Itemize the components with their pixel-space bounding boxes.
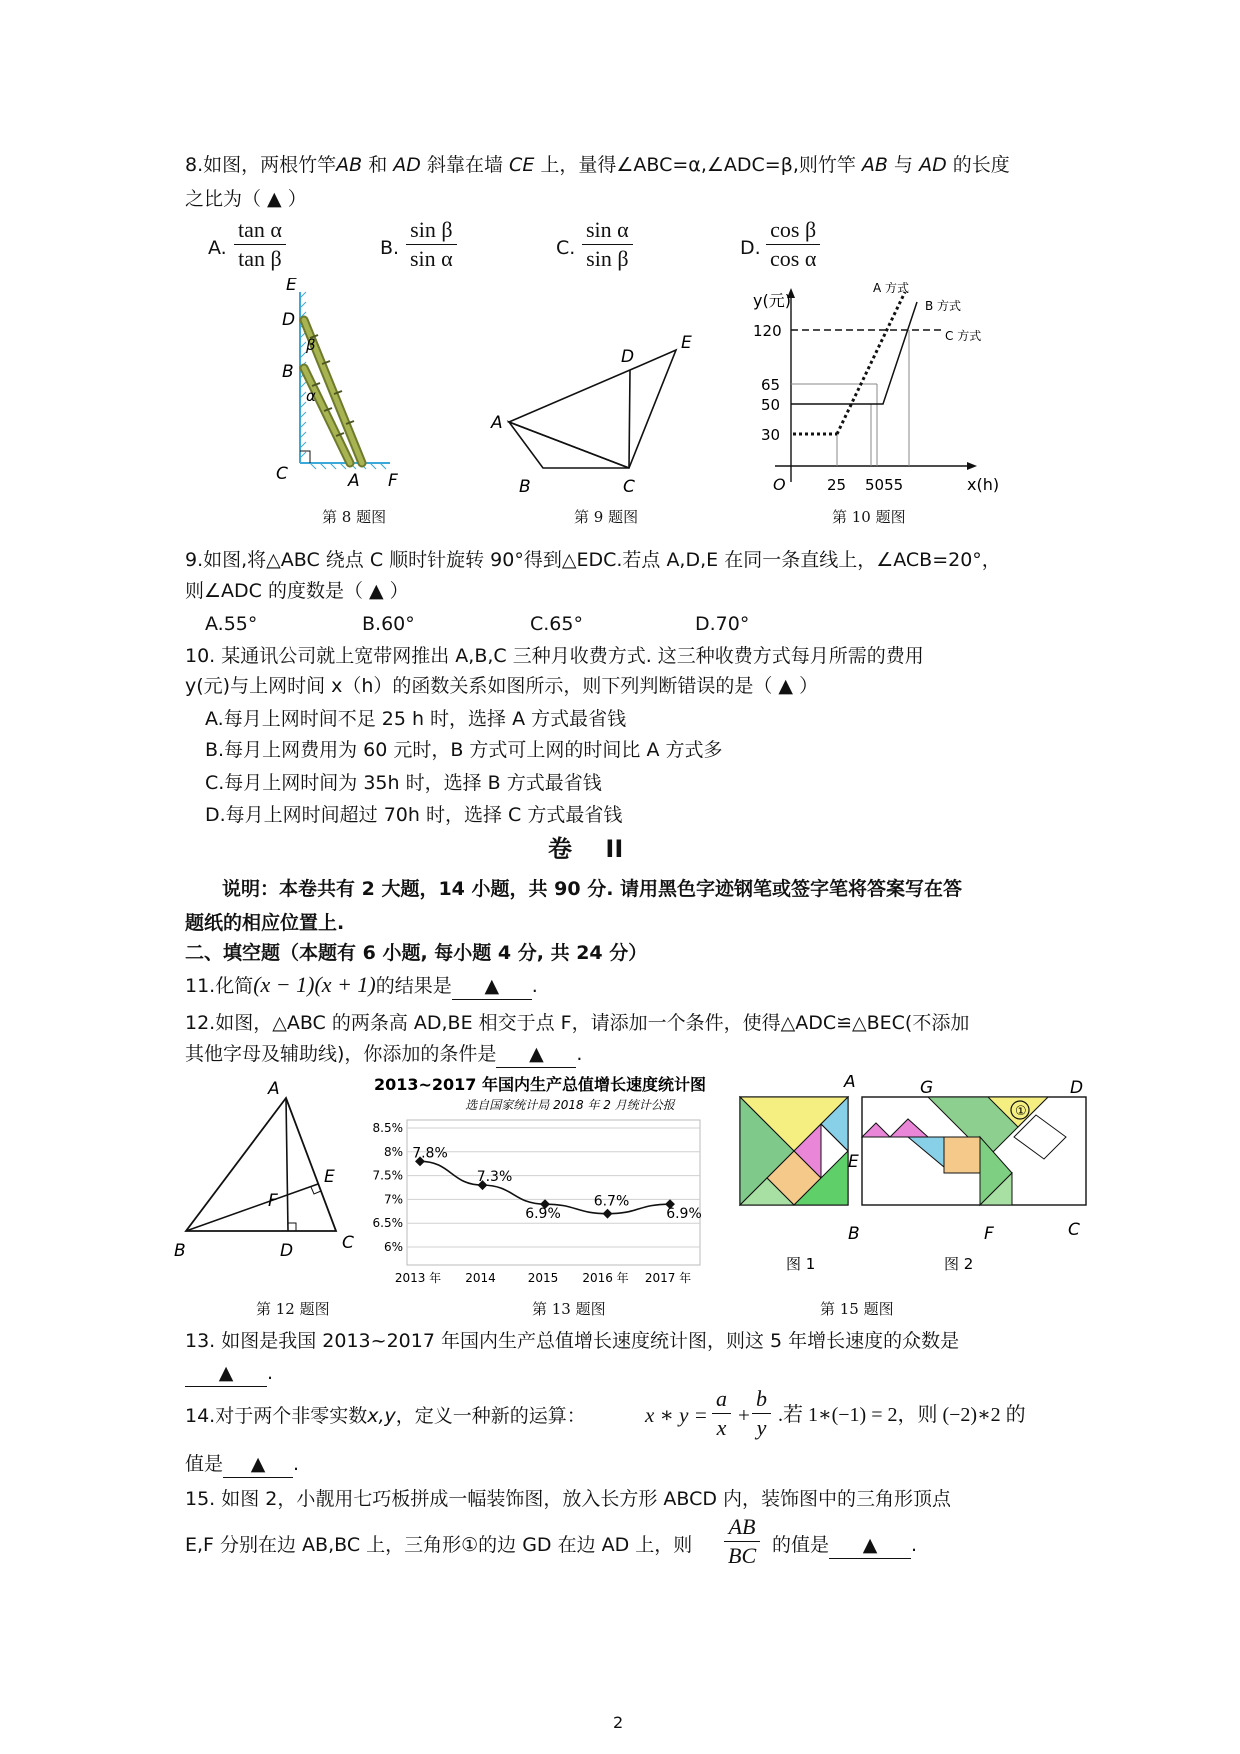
chart-plot-area <box>407 1120 700 1265</box>
fig8-label-beta: β <box>306 336 316 354</box>
q8-option-label: C. <box>556 237 576 259</box>
chart-x-tick-label: 2015 <box>527 1271 559 1285</box>
q8-option-label: D. <box>740 237 761 259</box>
fig15-label-c: C <box>1068 1220 1080 1240</box>
fig9-label-c: C <box>623 477 635 497</box>
fig12-label-e: E <box>324 1167 335 1187</box>
chart-y-tick-label: 7.5% <box>372 1168 403 1183</box>
fig8-label-b: B <box>282 362 294 382</box>
section-fill-blank: 二、填空题（本题有 6 小题, 每小题 4 分, 共 24 分） <box>185 942 648 964</box>
chart-y-tick-label: 6.5% <box>372 1216 403 1231</box>
fig9-label-b: B <box>519 477 531 497</box>
fig10-x-tick-5055: 5055 <box>865 476 904 494</box>
fig10-y-tick-65: 65 <box>761 376 781 394</box>
chart-data-label: 7.3% <box>476 1169 513 1186</box>
chart-x-tick-label: 2016 年 <box>582 1271 629 1285</box>
q8-line2: 之比为（ ▲ ） <box>185 188 307 210</box>
chart-x-tick-label: 2017 年 <box>644 1271 692 1285</box>
fig12-caption: 第 12 题图 <box>256 1300 330 1318</box>
chart-title: 2013~2017 年国内生产总值增长速度统计图 <box>373 1075 707 1094</box>
q8-option-fraction: $\frac{\text{sin β}}{\text{sin α}}$ <box>406 216 457 273</box>
fig8-label-f: F <box>388 471 398 491</box>
fig9-label-e: E <box>681 333 692 353</box>
q9-option-d: D.70° <box>695 613 750 635</box>
q8-option-label: B. <box>380 237 400 259</box>
q13-line2: ▲ . <box>185 1360 273 1387</box>
q12-line1: 12.如图，△ABC 的两条高 AD,BE 相交于点 F，请添加一个条件，使得△ADC≌△BEC(不添加 <box>185 1012 970 1034</box>
chart-data-label: 6.9% <box>525 1206 561 1223</box>
q10-line1: 10. 某通讯公司就上宽带网推出 A,B,C 三种月收费方式. 这三种收费方式每月所需的费用 <box>185 645 924 667</box>
fig15-label-g: G <box>920 1078 934 1098</box>
q15-line2-text: E,F 分别在边 AB,BC 上，三角形①的边 GD 在边 AD 上，则 <box>185 1534 693 1556</box>
figure-8 <box>260 278 420 498</box>
fig12-label-f: F <box>268 1191 278 1211</box>
fig8-label-alpha: α <box>306 387 316 405</box>
chart-point <box>603 1209 613 1219</box>
fig10-ylabel: y(元) <box>753 291 791 310</box>
q9-option-c: C.65° <box>530 613 583 635</box>
part2-note-line1: 说明：本卷共有 2 大题，14 小题，共 90 分. 请用黑色字迹钢笔或签字笔将答案写在答 <box>222 878 963 900</box>
q14-line2: 值是 ▲ . <box>185 1451 299 1478</box>
q14-plus: + <box>738 1403 750 1427</box>
part2-title: 卷 II <box>548 835 624 863</box>
q13-line1: 13. 如图是我国 2013~2017 年国内生产总值增长速度统计图，则这 5 年增长速度的众数是 <box>185 1330 960 1352</box>
fig15-label-e: E <box>848 1152 859 1172</box>
fig9-label-d: D <box>621 347 635 367</box>
part2-note-line2: 题纸的相应位置上. <box>185 912 345 934</box>
fig12-label-d: D <box>280 1241 294 1261</box>
q14-fraction-a-x: $\frac{a}{x}$ <box>712 1385 731 1442</box>
chart-data-labels <box>412 1145 702 1222</box>
fig10-xlabel: x(h) <box>967 475 1000 494</box>
q14-condition: .若 1∗(−1) = 2，则 (−2)∗2 的 <box>778 1404 1026 1426</box>
fig15-label-a: A <box>844 1075 856 1092</box>
q15-fraction-ab-bc: $\frac{AB}{BC}$ <box>724 1513 760 1570</box>
q9-line1: 9.如图,将△ABC 绕点 C 顺时针旋转 90°得到△EDC.若点 A,D,E 在同一条直线上，∠ACB=20°， <box>185 549 1001 571</box>
q8-option-fraction: $\frac{\text{tan α}}{\text{tan β}}$ <box>234 216 286 273</box>
fig9-label-a: A <box>491 413 503 433</box>
chart-y-tick-label: 6% <box>383 1240 403 1254</box>
figure-15 <box>730 1075 1100 1275</box>
q14-line1-text: 14.对于两个非零实数x,y，定义一种新的运算： <box>185 1405 586 1427</box>
fig10-caption: 第 10 题图 <box>832 508 906 526</box>
q14-expr-lhs: x ∗ y = <box>645 1403 708 1427</box>
q11: 11.化简(x − 1)(x + 1)的结果是 ▲ . <box>185 972 538 1000</box>
fig8-label-a: A <box>348 471 360 491</box>
fig12-label-c: C <box>342 1233 354 1253</box>
fig15-label-d: D <box>1070 1078 1084 1098</box>
q9-option-b: B.60° <box>362 613 415 635</box>
figure-10 <box>745 282 1015 502</box>
chart-y-tick-label: 8.5% <box>372 1121 403 1135</box>
q9-option-a: A.55° <box>205 613 258 635</box>
page-number: 2 <box>613 1713 624 1732</box>
fig8-label-c: C <box>276 464 288 484</box>
fig10-y-tick-30: 30 <box>761 426 781 444</box>
chart-data-label: 6.7% <box>593 1193 630 1210</box>
q15-tail: 的值是 ▲ . <box>772 1532 917 1559</box>
fig15-label-b: B <box>848 1224 860 1244</box>
fig10-a-label: A 方式 <box>873 282 910 295</box>
fig10-c-label: C 方式 <box>945 329 982 343</box>
fig9-caption: 第 9 题图 <box>574 508 639 526</box>
q8-option-fraction: $\frac{\text{sin α}}{\text{sin β}}$ <box>582 216 633 273</box>
q10-option-b: B.每月上网费用为 60 元时，B 方式可上网的时间比 A 方式多 <box>205 739 723 761</box>
q10-option-d: D.每月上网时间超过 70h 时，选择 C 方式最省钱 <box>205 804 623 826</box>
q8-option-label: A. <box>208 237 227 259</box>
fig15-fig2-label: 图 2 <box>944 1255 974 1273</box>
chart-subtitle: 选自国家统计局 2018 年 2 月统计公报 <box>465 1098 675 1112</box>
q8-option-fraction: $\frac{\text{cos β}}{\text{cos α}}$ <box>766 216 820 273</box>
fig10-y-tick-120: 120 <box>753 322 782 340</box>
chart-y-ticks <box>373 1121 404 1254</box>
figure-12 <box>168 1078 368 1278</box>
q10-option-a: A.每月上网时间不足 25 h 时，选择 A 方式最省钱 <box>205 708 627 730</box>
fig12-label-b: B <box>174 1241 186 1261</box>
chart-x-tick-label: 2014 <box>465 1271 496 1285</box>
fig10-x-tick-25: 25 <box>827 476 847 494</box>
fig15-fig1-label: 图 1 <box>786 1255 816 1273</box>
fig12-label-a: A <box>268 1079 280 1099</box>
chart-y-tick-label: 8% <box>383 1144 403 1159</box>
chart-y-tick-label: 7% <box>383 1192 403 1207</box>
fig10-origin: O <box>773 475 786 494</box>
q10-option-c: C.每月上网时间为 35h 时，选择 B 方式最省钱 <box>205 772 602 794</box>
q8-line1: 8.如图，两根竹竿AB 和 AD 斜靠在墙 CE 上，量得∠ABC=α,∠ADC=β,则竹竿 AB 与 AD 的长度 <box>185 154 1010 176</box>
fig15-circle-one: ① <box>1015 1104 1027 1119</box>
q10-line2: y(元)与上网时间 x（h）的函数关系如图所示，则下列判断错误的是（ ▲ ） <box>185 675 819 697</box>
fig8-label-e: E <box>286 278 297 295</box>
chart-x-ticks <box>395 1270 691 1285</box>
figure-13-chart <box>365 1070 715 1290</box>
q9-line2: 则∠ADC 的度数是（ ▲ ） <box>185 580 409 602</box>
fig10-b-label: B 方式 <box>925 299 962 313</box>
fig10-y-tick-50: 50 <box>761 396 781 414</box>
chart-gridlines <box>407 1128 700 1247</box>
chart-data-label: 6.9% <box>666 1206 702 1223</box>
fig15-label-f: F <box>984 1224 994 1244</box>
q14-fraction-b-y: $\frac{b}{y}$ <box>752 1385 771 1442</box>
fig8-label-d: D <box>282 310 296 330</box>
fig15-caption: 第 15 题图 <box>820 1300 894 1318</box>
figure-9 <box>485 330 705 500</box>
q12-line2: 其他字母及辅助线)，你添加的条件是 ▲ . <box>185 1041 582 1068</box>
fig8-caption: 第 8 题图 <box>322 508 387 526</box>
chart-data-label: 7.8% <box>412 1145 448 1162</box>
q15-line1: 15. 如图 2，小靓用七巧板拼成一幅装饰图，放入长方形 ABCD 内，装饰图中的三角形顶点 <box>185 1488 952 1510</box>
fig13-caption: 第 13 题图 <box>532 1300 606 1318</box>
chart-x-tick-label: 2013 年 <box>394 1271 442 1285</box>
